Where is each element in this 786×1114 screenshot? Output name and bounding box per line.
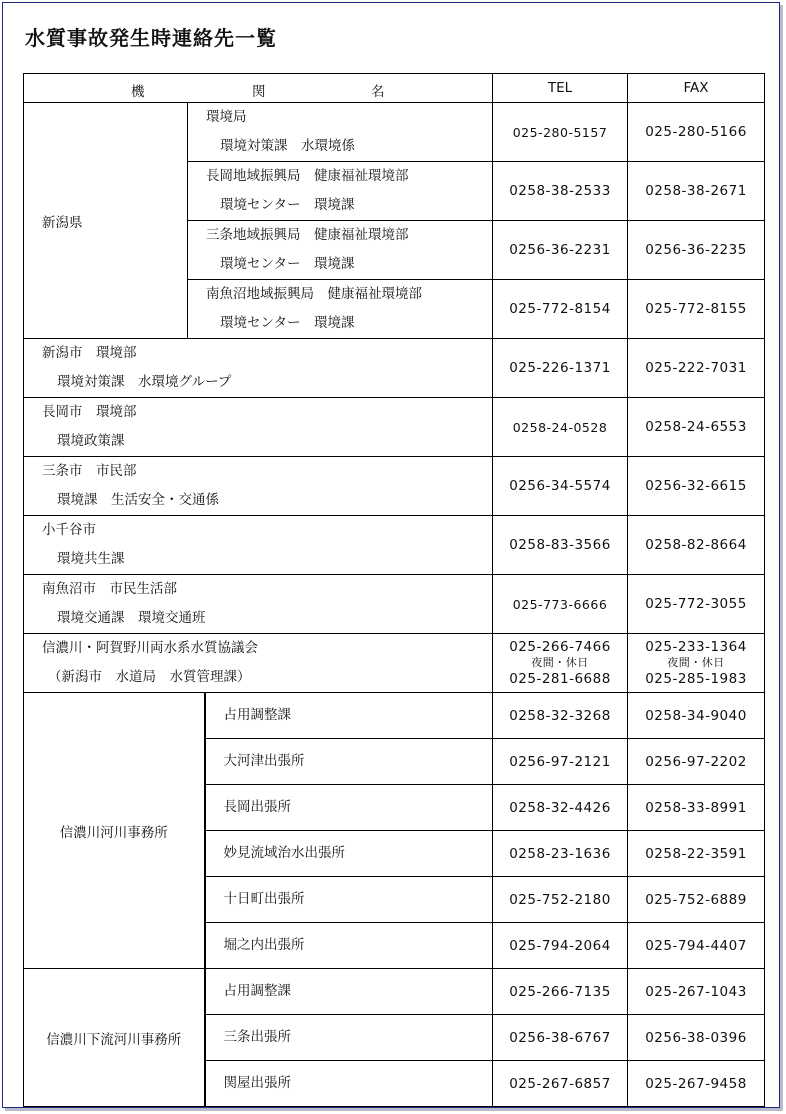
fax-cell: 0256-32-6615 <box>628 457 765 516</box>
tel-cell: 025-267-6857 <box>493 1061 628 1107</box>
office-name-cell: 大河津出張所 <box>205 739 493 785</box>
tel-night-label: 夜間・休日 <box>531 656 589 669</box>
org-name-line1: 三条市 市民部 <box>42 463 137 479</box>
org-name-line1: 環境局 <box>206 109 247 125</box>
tel-cell: 025-794-2064 <box>493 923 628 969</box>
org-name-line2: 環境センター 環境課 <box>220 256 355 272</box>
fax-cell: 025-794-4407 <box>628 923 765 969</box>
org-name-cell <box>188 221 493 280</box>
office-name-cell: 妙見流域治水出張所 <box>205 831 493 877</box>
fax-cell <box>628 634 765 693</box>
table-row <box>24 398 765 457</box>
fax-cell: 0258-33-8991 <box>628 785 765 831</box>
office-name-cell: 占用調整課 <box>205 969 493 1015</box>
org-name-cell <box>24 398 493 457</box>
office-name-cell: 三条出張所 <box>205 1015 493 1061</box>
tel-cell: 0258-83-3566 <box>493 516 628 575</box>
org-name-line1: 南魚沼市 市民生活部 <box>42 581 177 597</box>
tel-cell: 025-772-8154 <box>493 280 628 339</box>
org-name-cell <box>188 280 493 339</box>
tel-cell: 0258-24-0528 <box>493 398 628 457</box>
header-tel: TEL <box>493 74 628 103</box>
tel-cell: 025-226-1371 <box>493 339 628 398</box>
org-name-cell <box>188 162 493 221</box>
tel-night: 025-281-6688 <box>509 671 611 687</box>
org-name-line2: 環境対策課 水環境グループ <box>57 374 232 390</box>
tel-cell: 0258-23-1636 <box>493 831 628 877</box>
header-name-char: 関 <box>252 84 266 100</box>
table-row <box>24 339 765 398</box>
org-name-line2: 環境センター 環境課 <box>220 315 355 331</box>
org-name-line1: 新潟市 環境部 <box>42 345 137 361</box>
org-name-line1: 信濃川・阿賀野川両水系水質協議会 <box>42 640 258 656</box>
tel-cell: 0256-36-2231 <box>493 221 628 280</box>
fax-cell: 0258-22-3591 <box>628 831 765 877</box>
org-name-line2: 環境交通課 環境交通班 <box>57 610 206 626</box>
header-organization-name <box>24 74 493 103</box>
table-row <box>24 969 765 1015</box>
table-row <box>24 634 765 693</box>
frame-shadow <box>5 1108 783 1111</box>
shinano-lower-office-label: 信濃川下流河川事務所 <box>24 969 205 1107</box>
fax-cell: 025-772-8155 <box>628 280 765 339</box>
tel-cell: 0256-38-6767 <box>493 1015 628 1061</box>
org-name-cell <box>24 339 493 398</box>
fax-cell: 0258-24-6553 <box>628 398 765 457</box>
tel-cell: 0258-32-3268 <box>493 693 628 739</box>
fax-cell: 0258-82-8664 <box>628 516 765 575</box>
tel-cell: 0258-32-4426 <box>493 785 628 831</box>
org-name-line2: 環境政策課 <box>57 433 125 449</box>
org-name-line1: 小千谷市 <box>42 522 96 538</box>
header-name-char: 機 <box>131 84 145 100</box>
org-name-line2: 環境課 生活安全・交通係 <box>57 492 219 508</box>
office-name-cell: 占用調整課 <box>205 693 493 739</box>
fax-cell: 025-752-6889 <box>628 877 765 923</box>
fax-cell: 025-267-9458 <box>628 1061 765 1107</box>
fax-cell: 0258-38-2671 <box>628 162 765 221</box>
tel-cell <box>493 634 628 693</box>
org-name-cell <box>24 457 493 516</box>
tel-cell: 0256-34-5574 <box>493 457 628 516</box>
tel-cell: 025-266-7135 <box>493 969 628 1015</box>
office-name-cell: 十日町出張所 <box>205 877 493 923</box>
org-name-cell <box>24 516 493 575</box>
fax-cell: 025-222-7031 <box>628 339 765 398</box>
org-name-line2: 環境共生課 <box>57 551 125 567</box>
table-row <box>24 103 765 162</box>
header-name-char: 名 <box>371 84 385 100</box>
fax-day: 025-233-1364 <box>645 639 747 655</box>
table-row <box>24 693 765 739</box>
tel-cell: 025-280-5157 <box>493 103 628 162</box>
table-row <box>24 575 765 634</box>
frame-shadow <box>780 5 783 1111</box>
org-name-line1: 南魚沼地域振興局 健康福祉環境部 <box>206 286 422 302</box>
org-name-line1: 長岡市 環境部 <box>42 404 137 420</box>
fax-cell: 0256-38-0396 <box>628 1015 765 1061</box>
tel-cell: 0258-38-2533 <box>493 162 628 221</box>
contact-table <box>23 73 765 1107</box>
org-name-line1: 長岡地域振興局 健康福祉環境部 <box>206 168 409 184</box>
org-name-line2: 環境対策課 水環境係 <box>220 138 355 154</box>
table-row <box>24 457 765 516</box>
org-name-cell <box>24 575 493 634</box>
org-name-cell <box>188 103 493 162</box>
org-name-line2: （新潟市 水道局 水質管理課） <box>48 669 251 685</box>
fax-cell: 025-267-1043 <box>628 969 765 1015</box>
org-name-cell <box>24 634 493 693</box>
fax-cell: 0256-36-2235 <box>628 221 765 280</box>
page-title: 水質事故発生時連絡先一覧 <box>25 26 277 50</box>
tel-cell: 025-773-6666 <box>493 575 628 634</box>
table-row <box>24 516 765 575</box>
org-name-line2: 環境センター 環境課 <box>220 197 355 213</box>
office-name-cell: 関屋出張所 <box>205 1061 493 1107</box>
fax-cell: 025-772-3055 <box>628 575 765 634</box>
office-name-cell: 長岡出張所 <box>205 785 493 831</box>
fax-cell: 0256-97-2202 <box>628 739 765 785</box>
fax-night-label: 夜間・休日 <box>667 656 725 669</box>
office-name-cell: 堀之内出張所 <box>205 923 493 969</box>
tel-day: 025-266-7466 <box>509 639 611 655</box>
org-name-line1: 三条地域振興局 健康福祉環境部 <box>206 227 409 243</box>
niigata-pref-label: 新潟県 <box>24 103 188 339</box>
fax-cell: 0258-34-9040 <box>628 693 765 739</box>
tel-cell: 0256-97-2121 <box>493 739 628 785</box>
tel-cell: 025-752-2180 <box>493 877 628 923</box>
fax-night: 025-285-1983 <box>645 671 747 687</box>
shinano-office-label: 信濃川河川事務所 <box>24 693 205 969</box>
table-header-row <box>24 74 765 103</box>
fax-cell: 025-280-5166 <box>628 103 765 162</box>
header-fax: FAX <box>628 74 765 103</box>
